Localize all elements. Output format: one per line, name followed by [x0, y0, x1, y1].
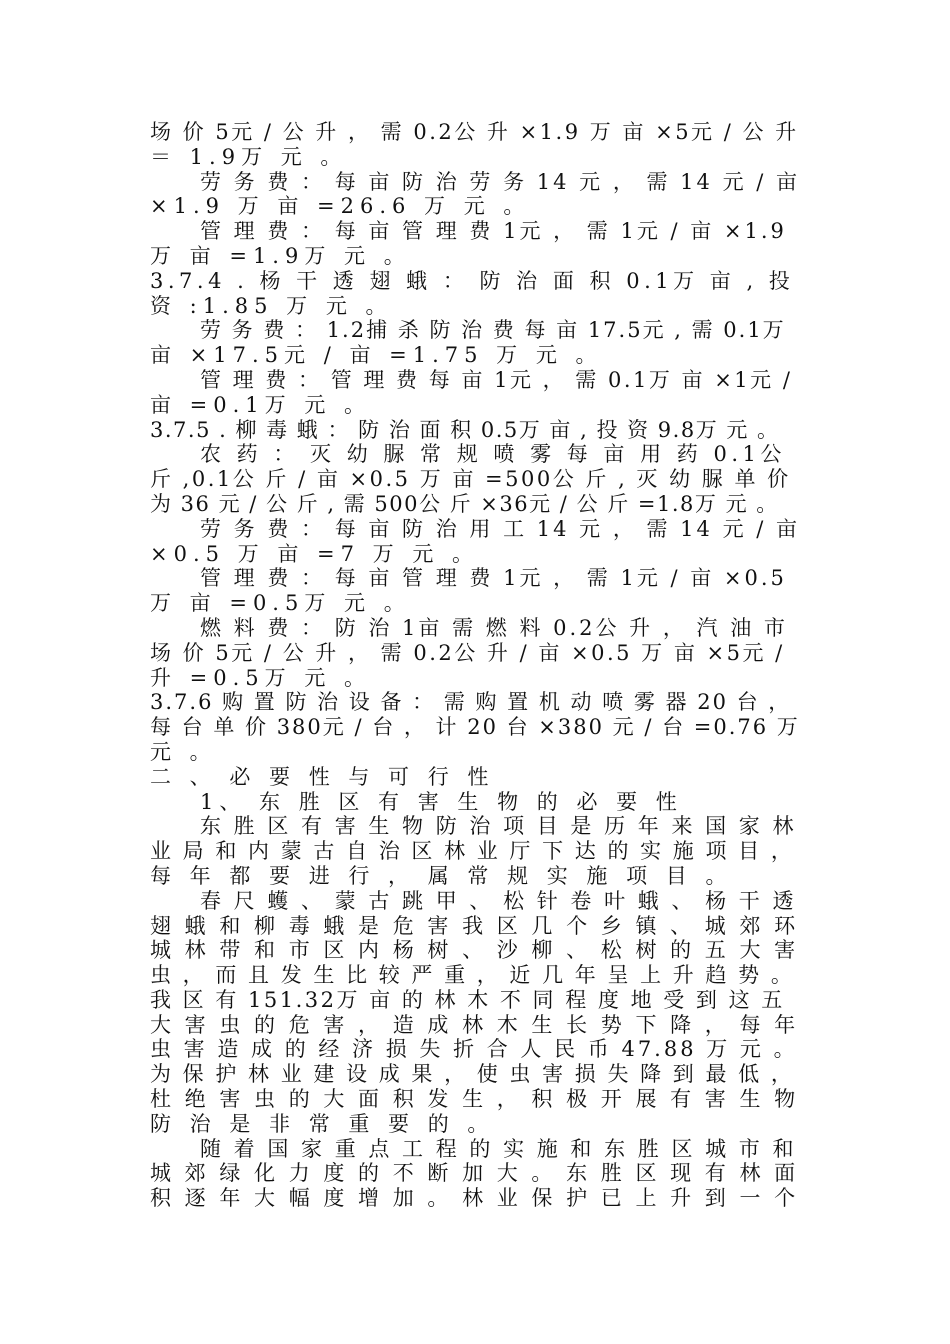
text-line: 我 区 有 151.32万 亩 的 林 木 不 同 程 度 地 受 到 这 五 [150, 987, 785, 1012]
text-line: 亩 ×17.5元 / 亩 =1.75 万 元 。 [150, 343, 603, 368]
section-heading: 3.7.4 . 杨 干 透 翅 蛾 ： 防 治 面 积 0.1万 亩 , 投 [150, 268, 795, 293]
text-line: 杜 绝 害 虫 的 大 面 积 发 生 ， 积 极 开 展 有 害 生 物 [150, 1087, 799, 1112]
text-line: 大 害 虫 的 危 害 ， 造 成 林 木 生 长 势 下 降 ， 每 年 [150, 1012, 799, 1037]
text-line: 管 理 费 ： 管 理 费 每 亩 1元 ， 需 0.1万 亩 ×1元 / [200, 367, 793, 392]
text-line: 城 郊 绿 化 力 度 的 不 断 加 大 。 东 胜 区 现 有 林 面 [150, 1161, 799, 1186]
chapter-heading: 二 、 必 要 性 与 可 行 性 [150, 764, 495, 789]
text-line: 业 局 和 内 蒙 古 自 治 区 林 业 厅 下 达 的 实 施 项 目 ， [150, 839, 795, 864]
text-line: 万 亩 =0.5万 元 。 [150, 591, 411, 616]
document-page [150, 120, 800, 1211]
text-line: 资 :1.85 万 元 。 [150, 293, 393, 318]
text-line: 场 价 5元 / 公 升 ， 需 0.2公 升 ×1.9 万 亩 ×5元 / 公 升 [150, 120, 799, 144]
text-line: 城 林 带 和 市 区 内 杨 树 、 沙 柳 、 松 树 的 五 大 害 [150, 938, 799, 963]
text-line: 元 。 [150, 739, 217, 764]
text-line: 为 36 元 / 公 斤 , 需 500公 斤 ×36元 / 公 斤 =1.8万 元 。 [150, 491, 779, 516]
text-line: 每 年 都 要 进 行 ， 属 常 规 实 施 项 目 。 [150, 863, 733, 888]
text-line: 万 亩 =1.9万 元 。 [150, 243, 411, 268]
section-heading: 3.7.5 . 柳 毒 蛾 ： 防 治 面 积 0.5万 亩 , 投 资 9.8万 元 。 [150, 417, 780, 442]
text-line: 积 逐 年 大 幅 度 增 加 。 林 业 保 护 已 上 升 到 一 个 [150, 1186, 799, 1211]
text-line: 升 =0.5万 元 。 [150, 665, 372, 690]
text-line: 虫 ， 而 且 发 生 比 较 严 重 ， 近 几 年 呈 上 升 趋 势 。 [150, 963, 795, 988]
text-line: ×0.5 万 亩 =7 万 元 。 [150, 541, 480, 566]
text-line: 燃 料 费 ： 防 治 1亩 需 燃 料 0.2公 升 ， 汽 油 市 [200, 615, 788, 640]
text-line: 场 价 5元 / 公 升 ， 需 0.2公 升 / 亩 ×0.5 万 亩 ×5元 / [150, 640, 785, 665]
text-line: 随 着 国 家 重 点 工 程 的 实 施 和 东 胜 区 城 市 和 [200, 1136, 797, 1161]
text-line: 管 理 费 ： 每 亩 管 理 费 1元 ， 需 1元 / 亩 ×0.5 [200, 566, 787, 591]
text-line: 劳 务 费 ： 每 亩 防 治 用 工 14 元 ， 需 14 元 / 亩 [200, 516, 800, 541]
text-line: ×1.9 万 亩 =26.6 万 元 。 [150, 194, 531, 219]
subsection-heading: 1、 东 胜 区 有 害 生 物 的 必 要 性 [200, 789, 683, 814]
text-line: 每 台 单 价 380元 / 台 ， 计 20 台 ×380 元 / 台 =0.76 万 [150, 715, 800, 740]
text-line: 春 尺 蠖 、 蒙 古 跳 甲 、 松 针 卷 叶 蛾 、 杨 干 透 [200, 888, 797, 913]
text-line: 劳 务 费 ： 1.2捕 杀 防 治 费 每 亩 17.5元 , 需 0.1万 [200, 318, 786, 343]
text-line: 防 治 是 非 常 重 要 的 。 [150, 1111, 495, 1136]
text-line: 翅 蛾 和 柳 毒 蛾 是 危 害 我 区 几 个 乡 镇 、 城 郊 环 [150, 913, 799, 938]
section-heading: 3.7.6 购 置 防 治 设 备 ： 需 购 置 机 动 喷 雾 器 20 台 ， [150, 690, 792, 715]
text-line: 亩 =0.1万 元 。 [150, 392, 372, 417]
text-line: ＝ 1.9万 元 。 [150, 144, 348, 169]
text-line: 斤 ,0.1公 斤 / 亩 ×0.5 万 亩 =500公 斤 , 灭 幼 脲 单 价 [150, 467, 791, 492]
text-line: 为 保 护 林 业 建 设 成 果 ， 使 虫 害 损 失 降 到 最 低 ， [150, 1062, 795, 1087]
text-line: 管 理 费 ： 每 亩 管 理 费 1元 ， 需 1元 / 亩 ×1.9 [200, 219, 787, 244]
text-line: 东 胜 区 有 害 生 物 防 治 项 目 是 历 年 来 国 家 林 [200, 814, 797, 839]
text-line: 劳 务 费 ： 每 亩 防 治 劳 务 14 元 ， 需 14 元 / 亩 [200, 169, 800, 194]
text-line: 农 药 ： 灭 幼 脲 常 规 喷 雾 每 亩 用 药 0.1公 [200, 442, 786, 467]
text-line: 虫 害 造 成 的 经 济 损 失 折 合 人 民 币 47.88 万 元 。 [150, 1037, 798, 1062]
